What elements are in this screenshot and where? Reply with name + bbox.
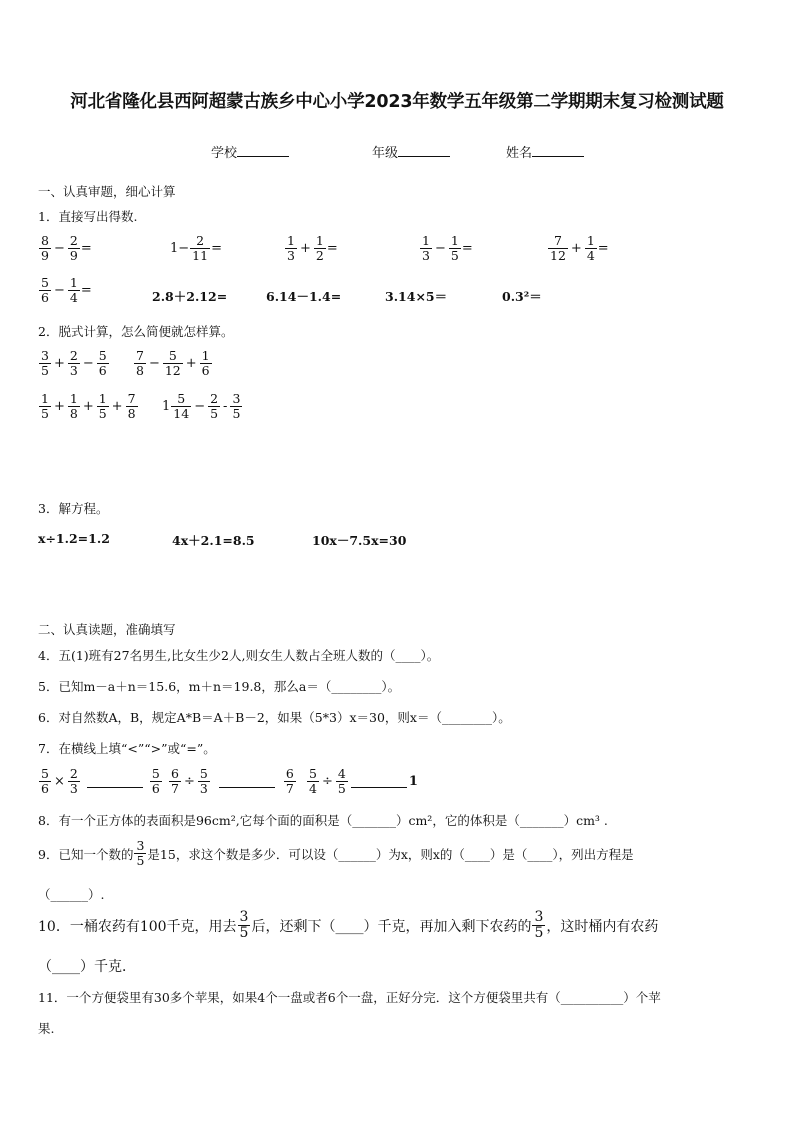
question-3-label: 3．解方程。 <box>38 501 109 516</box>
q1-expr-10: 0.3²＝ <box>502 289 542 304</box>
question-5: 5．已知m－a＋n＝15.6，m＋n＝19.8，那么a＝（________）。 <box>38 679 401 694</box>
q1-expr-1: 8 9 − $\frac{2}{9}$ = <box>41 233 92 263</box>
q2-expr-3: 1 5 + $\frac{1}{8}$ + $\frac{1}{5}$ + $\frac{7}{8}$ <box>41 391 136 421</box>
question-11: 11．一个方便袋里有30多个苹果，如果4个一盘或者6个一盘，正好分完．这个方便袋里共有（__________）个苹 <box>38 990 661 1005</box>
question-4: 4．五(1)班有27名男生,比女生少2人,则女生人数占全班人数的（____）。 <box>38 648 440 663</box>
question-9: 9．已知一个数的 3 5 是15，求这个数是多少．可以设（______）为x，则x的（____）是（____），列出方程是 <box>38 838 634 868</box>
section-1-heading: 一、认真审题，细心计算 <box>38 184 176 199</box>
answer-blank[interactable] <box>351 775 407 788</box>
name-field: 姓名 <box>506 142 584 161</box>
question-10-line-2: （____）千克． <box>38 959 136 975</box>
question-6: 6．对自然数A，B，规定A*B＝A＋B－2，如果（5*3）x＝30，则x＝（________）。 <box>38 710 511 725</box>
q3-equation-1: x÷1.2=1.2 <box>38 531 110 546</box>
answer-blank[interactable] <box>219 775 275 788</box>
q1-expr-7: 2.8＋2.12= <box>152 289 228 304</box>
answer-blank[interactable] <box>87 775 143 788</box>
question-11-line-2: 果. <box>38 1021 55 1036</box>
question-10: 10．一桶农药有100千克，用去 3 5 后，还剩下（____）千克，再加入剩下农药的 3 5 ，这时桶内有农药 <box>38 909 659 941</box>
school-field: 学校 <box>211 142 289 161</box>
q7-compare-1: $\frac{5}{6}$ × $\frac{2}{3}$ 5 6 <box>41 766 160 796</box>
section-2-heading: 二、认真读题，准确填写 <box>38 622 176 637</box>
q1-expr-9: 3.14×5＝ <box>385 289 448 304</box>
question-7-label: 7．在横线上填“<”“>”或“=”。 <box>38 741 216 756</box>
q7-compare-2: $\frac{6}{7}$ ÷ $\frac{5}{3}$ 6 7 <box>171 766 294 796</box>
q1-expr-8: 6.14－1.4= <box>266 289 342 304</box>
q3-equation-3: 10x－7.5x=30 <box>312 533 407 548</box>
q7-compare-3: $\frac{5}{4}$ ÷ $\frac{4}{5}$ 1 <box>309 766 418 796</box>
grade-field: 年级 <box>372 142 450 161</box>
q2-expr-1: 3 5 + $\frac{2}{3}$ − $\frac{5}{6}$ <box>41 348 107 378</box>
question-8: 8．有一个正方体的表面积是96cm²,它每个面的面积是（_______）cm²，它的体积是（_______）cm³ . <box>38 813 608 828</box>
q1-expr-3: 1 3 + $\frac{1}{2}$ = <box>287 233 338 263</box>
question-1-label: 1．直接写出得数. <box>38 209 138 224</box>
q2-expr-4: 1 5 14 − $\frac{2}{5}$ - 3 5 <box>162 391 241 421</box>
q3-equation-2: 4x＋2.1=8.5 <box>172 533 255 548</box>
q2-expr-2: 7 8 − $\frac{5}{12}$ + $\frac{1}{6}$ <box>136 348 210 378</box>
q1-expr-5: 7 12 + $\frac{1}{4}$ = <box>550 233 609 263</box>
question-9-line-2: （______）. <box>38 887 105 902</box>
question-2-label: 2．脱式计算，怎么简便就怎样算。 <box>38 324 234 339</box>
q1-expr-2: 1− $\frac{2}{11}$ = <box>170 233 222 263</box>
q1-expr-4: 1 3 − $\frac{1}{5}$ = <box>422 233 473 263</box>
page-title: 河北省隆化县西阿超蒙古族乡中心小学2023年数学五年级第二学期期末复习检测试题 <box>70 92 724 112</box>
q1-expr-6: 5 6 − $\frac{1}{4}$ = <box>41 275 92 305</box>
